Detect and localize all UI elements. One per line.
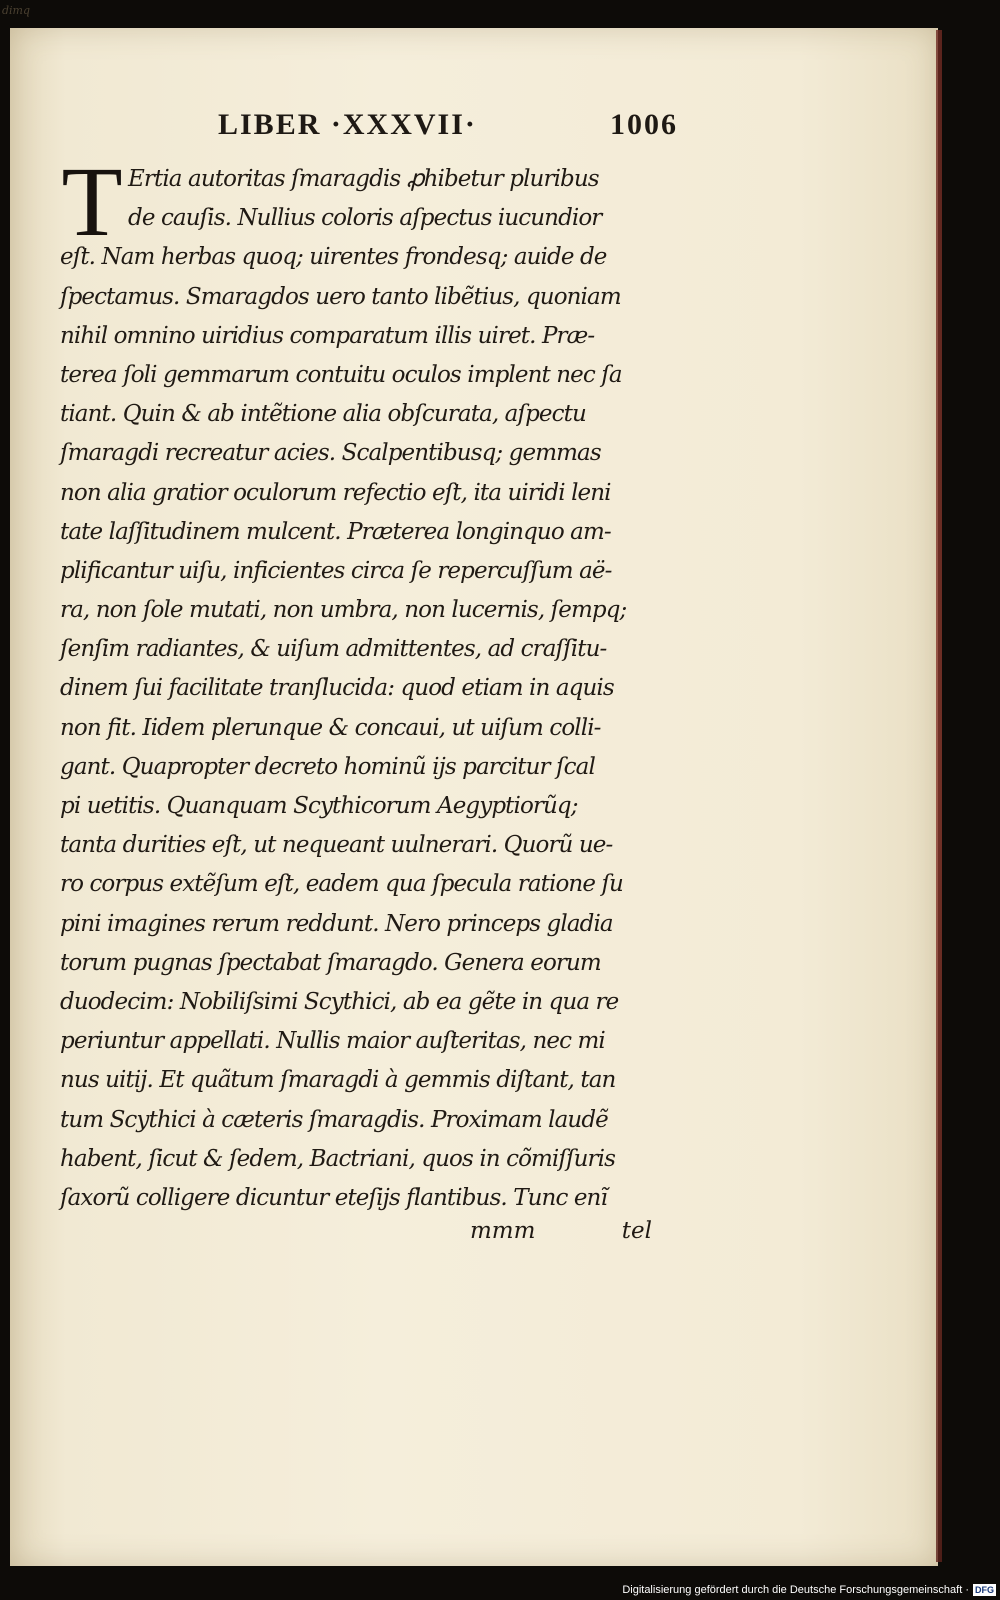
text-line: tate laſſitudinem mulcent. Præterea longinquo am- — [60, 518, 611, 545]
text-line: ro corpus extẽſum eſt, eadem qua ſpecula ratione ſu — [60, 871, 623, 898]
text-line: nus uitij. Et quãtum ſmaragdi à gemmis diſtant, tan — [60, 1067, 616, 1094]
body-text — [60, 160, 680, 1218]
text-line: duodecim: Nobiliſsimi Scythici, ab ea gẽte in qua re — [60, 988, 619, 1015]
page-edge-decoration — [936, 30, 942, 1562]
text-line: ſenſim radiantes, & uiſum admittentes, ad craſſitu- — [60, 636, 607, 663]
text-line: dinem ſui facilitate tranſlucida: quod etiam in aquis — [60, 675, 614, 702]
text-line: ſmaragdi recreatur acies. Scalpentibusq; gemmas — [60, 440, 601, 467]
text-line: de cauſis. Nullius coloris aſpectus iucundior — [128, 205, 602, 232]
page-number: 1006 — [610, 108, 678, 141]
text-line: plificantur uiſu, inficientes circa ſe repercuſſum aë- — [60, 557, 612, 584]
text-line: non alia gratior oculorum refectio eſt, ita uiridi leni — [60, 479, 611, 506]
running-title: LIBER ·XXXVII· — [218, 108, 477, 141]
text-line: tiant. Quin & ab intẽtione alia obſcurata, aſpectu — [60, 401, 586, 428]
text-line: periuntur appellati. Nullis maior auſteritas, nec mi — [60, 1028, 605, 1055]
page-foot — [60, 1218, 680, 1258]
text-line: tum Scythici à cæteris ſmaragdis. Proximam laudẽ — [60, 1106, 608, 1133]
text-line: ſaxorũ colligere dicuntur eteſijs flantibus. Tunc enĩ — [60, 1184, 607, 1211]
credit-text: Digitalisierung gefördert durch die Deutsche Forschungsgemeinschaft · — [622, 1584, 969, 1596]
text-line: ſpectamus. Smaragdos uero tanto libẽtius, quoniam — [60, 283, 621, 310]
text-line: pi uetitis. Quanquam Scythicorum Aegyptiorũq; — [60, 793, 578, 819]
text-line: habent, ſicut & ſedem, Bactriani, quos in cõmiſſuris — [60, 1145, 615, 1172]
text-line: eſt. Nam herbas quoq; uirentes frondesq; auide de — [60, 244, 607, 271]
corner-annotation: dimq — [2, 4, 31, 17]
text-line: pini imagines rerum reddunt. Nero princeps gladia — [60, 910, 613, 937]
text-line: Ertia autoritas ſmaragdis ꝓhibetur pluribus — [128, 166, 599, 192]
page-header — [218, 108, 678, 148]
text-line: torum pugnas ſpectabat ſmaragdo. Genera eorum — [60, 949, 601, 976]
text-line: tanta durities eſt, ut nequeant uulnerari. Quorũ ue- — [60, 832, 613, 859]
text-line: ra, non ſole mutati, non umbra, non lucernis, ſempq; — [60, 597, 627, 624]
catchword: tel — [621, 1218, 652, 1244]
text-line: terea ſoli gemmarum contuitu oculos implent nec ſa — [60, 361, 622, 388]
signature-mark: mmm — [470, 1218, 536, 1244]
dfg-logo: DFG — [975, 1585, 994, 1595]
text-line: nihil omnino uiridius comparatum illis uiret. Præ- — [60, 322, 595, 349]
text-line: gant. Quapropter decreto hominũ ijs parcitur ſcal — [60, 753, 595, 780]
text-line: non fit. Iidem plerunque & concaui, ut uiſum colli- — [60, 714, 601, 741]
digitization-credit — [622, 1582, 996, 1598]
drop-cap-initial: T — [61, 146, 123, 257]
